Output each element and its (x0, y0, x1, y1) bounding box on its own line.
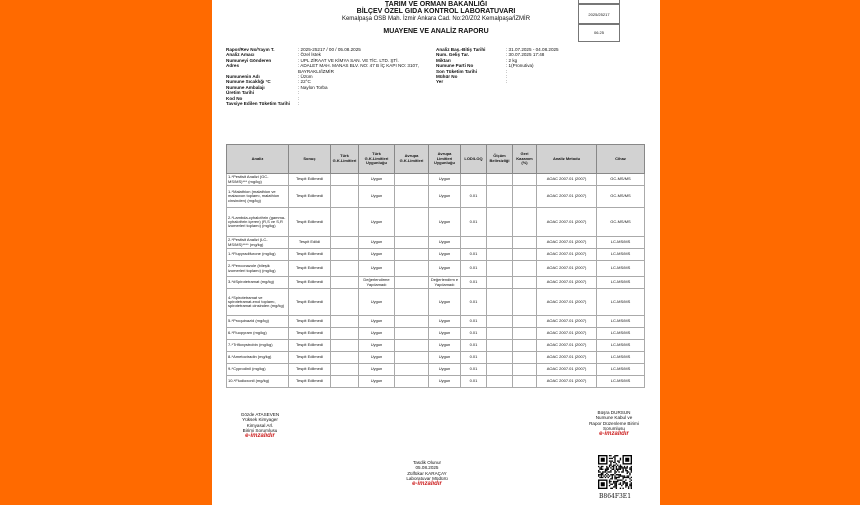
table-row (227, 364, 645, 376)
table-cell (513, 261, 537, 277)
column-header: Sonuç (289, 145, 331, 174)
table-cell: 0.01 (461, 340, 487, 352)
table-cell: Uygun (429, 352, 461, 364)
info-value: : ADALET MAH. MANAS BLV. NO: 47 B İÇ KAPI NO: 3107, BAYRAKLI/İZMİR (298, 63, 419, 74)
info-label: Numuneyi Gönderen (226, 57, 272, 63)
table-cell (395, 237, 429, 249)
table-cell: 1-*Flupyradifurone (mg/kg) (227, 249, 289, 261)
table-row (227, 352, 645, 364)
report-page (212, 0, 660, 505)
table-body (227, 174, 645, 388)
table-cell: Uygun (429, 376, 461, 388)
table-cell: GC-MS/MS (597, 186, 645, 208)
table-cell (513, 208, 537, 237)
e-signature-mark: e-imzalıdır (245, 432, 275, 439)
verification-code: B864F3E1 (598, 493, 632, 500)
table-cell: AOAC 2007.01 (2007) (537, 340, 597, 352)
table-cell: 7-*Trifloxystrobin (mg/kg) (227, 340, 289, 352)
signature-line: Kimyasal Arl. (246, 422, 274, 428)
table-cell: Uygun (359, 249, 395, 261)
table-cell (331, 249, 359, 261)
info-value: : 31.07.2025 - 04.08.2025 (506, 47, 559, 52)
info-label: Son Tüketim Tarihi (436, 68, 478, 74)
table-cell (513, 289, 537, 316)
e-signature-mark: e-imzalıdır (412, 480, 442, 487)
table-cell (331, 364, 359, 376)
table-cell (395, 289, 429, 316)
sample-info-left (226, 47, 436, 106)
table-cell (513, 376, 537, 388)
table-cell: GC-MS/MS (597, 174, 645, 186)
info-value: : UPL ZİRAAT VE KİMYA SAN. VE TİC. LTD. ŞTİ. (298, 57, 399, 63)
table-cell (513, 364, 537, 376)
signature-line: Büşra DURSUN (597, 410, 631, 415)
table-cell: Tespit Edilmedi (289, 174, 331, 186)
table-cell: Uygun (359, 328, 395, 340)
table-cell: Uygun (429, 261, 461, 277)
table-cell: 0.01 (461, 277, 487, 289)
table-cell (331, 352, 359, 364)
table-cell (331, 261, 359, 277)
table-cell: 0.01 (461, 289, 487, 316)
table-cell: 0.01 (461, 316, 487, 328)
table-cell (331, 340, 359, 352)
table-cell: 0.01 (461, 249, 487, 261)
info-label: Adres (226, 63, 240, 69)
table-cell: 2-*Penconazole (bileşik izomerleri toplamı) (mg/kg) (227, 261, 289, 277)
info-row (436, 79, 646, 84)
info-value: : (506, 74, 508, 80)
table-cell: Uygun (359, 237, 395, 249)
info-value: : Naylon Torba (298, 84, 328, 90)
table-cell: Tespit Edilmedi (289, 186, 331, 208)
table-cell (331, 376, 359, 388)
signature-line: Sorumlusu (603, 426, 625, 432)
table-cell (487, 277, 513, 289)
table-cell: Tespit Edildi (289, 237, 331, 249)
table-cell (513, 328, 537, 340)
table-cell (395, 249, 429, 261)
table-cell (513, 277, 537, 289)
column-header: LOD/LOQ (461, 145, 487, 174)
table-cell: Uygun (429, 174, 461, 186)
table-cell: Uygun (429, 328, 461, 340)
report-title: MUAYENE VE ANALİZ RAPORU (383, 28, 489, 35)
table-cell: 4-*Spirotetramat ve spirotetramat-enol toplamı, spirotetramat cinsinden (mg/kg) (227, 289, 289, 316)
info-value: : (298, 95, 300, 101)
table-cell: 10-*Fludioxonil (mg/kg) (227, 376, 289, 388)
table-cell: 3-*#Spirotetramat (mg/kg) (227, 277, 289, 289)
table-cell: GC-MS/MS (597, 208, 645, 237)
table-cell (487, 186, 513, 208)
table-cell: LC-MS/MS (597, 364, 645, 376)
signature-line: Numune Kabul ve (595, 415, 633, 421)
info-label: Üretim Tarihi (226, 90, 254, 96)
table-cell (513, 249, 537, 261)
table-cell: AOAC 2007.01 (2007) (537, 261, 597, 277)
signature-line: Gözde ATASEVEN (240, 412, 280, 417)
report-box-date: 06.25 (578, 23, 620, 42)
table-row (227, 340, 645, 352)
info-row (226, 63, 436, 74)
signature-line: Tasdik Olunur (412, 460, 442, 465)
table-cell: LC-MS/MS (597, 376, 645, 388)
signature-center (384, 460, 470, 487)
table-cell: 1-*Malathion (malathion ve malaoxon toplamı, malathion cinsinden) (mg/kg) (227, 186, 289, 208)
table-row (227, 277, 645, 289)
info-value: : (298, 90, 300, 96)
info-value: : 1(Pronutiva) (506, 63, 534, 69)
table-cell: Uygun (429, 208, 461, 237)
results-table (226, 144, 645, 388)
table-cell (331, 328, 359, 340)
table-cell: LC-MS/MS (597, 352, 645, 364)
table-cell (487, 340, 513, 352)
table-cell (331, 277, 359, 289)
report-box-number: 2025/25217 (578, 4, 620, 25)
table-cell: LC-MS/MS (597, 249, 645, 261)
table-row (227, 328, 645, 340)
table-cell (487, 208, 513, 237)
column-header: Türk G.K.Limitleri Uygunluğu (359, 145, 395, 174)
table-cell: Tespit Edilmedi (289, 376, 331, 388)
table-cell (395, 352, 429, 364)
table-row (227, 261, 645, 277)
column-header: Analiz Metodu (537, 145, 597, 174)
table-row (227, 316, 645, 328)
table-cell (513, 186, 537, 208)
table-cell: Tespit Edilmedi (289, 316, 331, 328)
table-cell (395, 340, 429, 352)
column-header: Avrupa Limitleri Uygunluğu (429, 145, 461, 174)
table-cell (487, 328, 513, 340)
info-value: : 2025-25217 / 00 / 05.08.2025 (298, 47, 361, 52)
table-cell (331, 186, 359, 208)
table-cell: AOAC 2007.01 (2007) (537, 316, 597, 328)
signature-left (224, 412, 296, 439)
table-cell: AOAC 2007.01 (2007) (537, 289, 597, 316)
lab-address: Kemalpaşa OSB Mah. İzmir Ankara Cad. No:20/Z02 Kemalpaşa/İZMİR (341, 16, 531, 22)
signature-line: Zülfükar KARAÇAY (407, 470, 447, 476)
info-label: Numune Parti No (436, 63, 474, 69)
table-cell (487, 249, 513, 261)
e-signature-mark: e-imzalıdır (599, 430, 629, 437)
info-value: : (506, 68, 508, 74)
table-cell: Uygun (359, 352, 395, 364)
table-cell (395, 261, 429, 277)
table-cell (487, 316, 513, 328)
table-cell (461, 174, 487, 186)
table-cell (395, 277, 429, 289)
table-cell: 0.01 (461, 186, 487, 208)
table-cell (331, 237, 359, 249)
table-cell: Tespit Edilmedi (289, 340, 331, 352)
signature-line: Laboratuvar Müdürü (406, 476, 448, 482)
table-cell: Uygun (429, 237, 461, 249)
column-header: Türk G.K.Limitleri (331, 145, 359, 174)
table-cell: LC-MS/MS (597, 289, 645, 316)
table-cell: AOAC 2007.01 (2007) (537, 208, 597, 237)
table-cell: Uygun (359, 186, 395, 208)
table-cell: Uygun (359, 208, 395, 237)
table-cell (487, 289, 513, 316)
table-cell: 2-*Lambda-cyhalothrin (gamma-cyhalothrin içeren) (R,S ve S,R izomerleri toplamı) (mg/kg) (227, 208, 289, 237)
table-cell: LC-MS/MS (597, 340, 645, 352)
column-header: Geri Kazanım (%) (513, 145, 537, 174)
table-cell (513, 237, 537, 249)
info-value: : 2 kg (506, 57, 518, 63)
table-cell: LC-MS/MS (597, 328, 645, 340)
table-row (227, 174, 645, 186)
info-label: Tavsiye Edilen Tüketim Tarihi (226, 101, 290, 107)
info-label: Analiz Baş.-Bitiş Tarihi (436, 47, 486, 52)
table-cell: 0.01 (461, 261, 487, 277)
table-cell: AOAC 2007.01 (2007) (537, 237, 597, 249)
signature-line: 05.08.2025 (415, 465, 439, 471)
table-cell: 1-*Pestisit Analizi (GC-MS/MS)*** (mg/kg) (227, 174, 289, 186)
table-cell (395, 186, 429, 208)
table-cell: Tespit Edilmedi (289, 289, 331, 316)
info-label: Rapor/Rev No/Yayın T. (226, 47, 275, 52)
table-cell: 0.01 (461, 364, 487, 376)
table-cell: 0.01 (461, 208, 487, 237)
table-cell: AOAC 2007.01 (2007) (537, 277, 597, 289)
table-cell (331, 208, 359, 237)
info-value: : (506, 79, 508, 85)
table-cell: 8-*Ametoctradin (mg/kg) (227, 352, 289, 364)
table-cell (395, 174, 429, 186)
table-cell: Uygun (359, 364, 395, 376)
table-cell: AOAC 2007.01 (2007) (537, 174, 597, 186)
table-cell: AOAC 2007.01 (2007) (537, 364, 597, 376)
table-cell (395, 364, 429, 376)
signature-line: Rapor Düzenleme Birimi (589, 420, 639, 426)
table-cell: 0.01 (461, 376, 487, 388)
table-cell: 0.01 (461, 352, 487, 364)
info-label: Numunenin Adı (226, 74, 260, 80)
table-cell (331, 289, 359, 316)
table-cell (395, 328, 429, 340)
info-label: Numune Ambalajı (226, 84, 265, 90)
table-cell: Tespit Edilmedi (289, 364, 331, 376)
table-cell (513, 316, 537, 328)
table-row (227, 237, 645, 249)
table-cell (395, 208, 429, 237)
table-cell: LC-MS/MS (597, 261, 645, 277)
table-cell (487, 261, 513, 277)
info-value: : 30.07.2025 17:48 (506, 52, 545, 58)
info-label: Numune Sıcaklığı °C (226, 79, 271, 85)
table-row (227, 208, 645, 237)
signature-line: Yüksek Kimyager (242, 417, 278, 423)
table-cell: Değerlendirm e Yapılamadı (429, 277, 461, 289)
table-row (227, 376, 645, 388)
table-cell: Tespit Edilmedi (289, 249, 331, 261)
info-label: Yer (436, 79, 444, 85)
info-value: : 22°C (298, 79, 311, 85)
table-cell: LC-MS/MS (597, 277, 645, 289)
column-header: Avrupa G.K.Limitleri (395, 145, 429, 174)
table-cell: Uygun (359, 376, 395, 388)
table-cell: 0.01 (461, 328, 487, 340)
info-row (226, 101, 436, 106)
info-value: : Üzüm (298, 74, 313, 80)
table-cell: AOAC 2007.01 (2007) (537, 186, 597, 208)
table-cell: 9-*Cyprodinil (mg/kg) (227, 364, 289, 376)
table-cell: Uygun (359, 289, 395, 316)
table-cell: Değerlendirme Yapılamadı (359, 277, 395, 289)
table-cell: Uygun (359, 174, 395, 186)
column-header: Ölçüm Belirsizliği (487, 145, 513, 174)
table-cell: 6-*Fluopyram (mg/kg) (227, 328, 289, 340)
table-cell: AOAC 2007.01 (2007) (537, 249, 597, 261)
info-value: : Özel İstek (298, 52, 321, 58)
ministry-name: TARIM VE ORMAN BAKANLIĞI (384, 1, 488, 8)
table-cell: LC-MS/MS (597, 316, 645, 328)
signature-line: Birimi Sorumlusu (242, 428, 278, 434)
table-cell (487, 364, 513, 376)
table-cell (331, 174, 359, 186)
lab-name: BİLÇEV ÖZEL GIDA KONTROL LABORATUVARI (356, 8, 516, 15)
table-cell (487, 174, 513, 186)
table-cell: AOAC 2007.01 (2007) (537, 376, 597, 388)
table-cell: Uygun (429, 364, 461, 376)
table-cell: Uygun (429, 186, 461, 208)
table-cell (487, 352, 513, 364)
sample-info-right (436, 47, 646, 85)
info-label: Mühür No (436, 74, 458, 80)
table-cell: 5-*Proquinazid (mg/kg) (227, 316, 289, 328)
qr-code-icon (598, 455, 632, 489)
info-label: Num. Geliş Tar. (436, 52, 470, 58)
table-cell (513, 340, 537, 352)
table-cell: Tespit Edilmedi (289, 328, 331, 340)
table-cell: Uygun (429, 340, 461, 352)
table-cell (513, 352, 537, 364)
info-value: : (298, 101, 300, 107)
table-cell (487, 376, 513, 388)
table-cell: Tespit Edilmedi (289, 261, 331, 277)
table-cell: AOAC 2007.01 (2007) (537, 328, 597, 340)
table-cell: Tespit Edilmedi (289, 277, 331, 289)
table-cell (461, 237, 487, 249)
table-cell: AOAC 2007.01 (2007) (537, 352, 597, 364)
column-header: Cihaz (597, 145, 645, 174)
info-label: Miktarı (436, 57, 451, 63)
table-cell (513, 174, 537, 186)
info-label: Kod No (226, 95, 243, 101)
table-cell: 2-*Pestisit Analizi (LC-MS/MS)**** (mg/kg) (227, 237, 289, 249)
column-header: Analiz (227, 145, 289, 174)
table-cell: Uygun (429, 316, 461, 328)
table-cell (331, 316, 359, 328)
table-cell (395, 376, 429, 388)
table-cell (487, 237, 513, 249)
signature-right (576, 410, 652, 437)
table-cell: Tespit Edilmedi (289, 208, 331, 237)
info-label: Analiz Amacı (226, 52, 255, 58)
table-cell: LC-MS/MS (597, 237, 645, 249)
table-cell: Uygun (359, 316, 395, 328)
table-cell: Uygun (429, 249, 461, 261)
table-cell: Uygun (429, 289, 461, 316)
table-cell: Uygun (359, 261, 395, 277)
table-cell: Tespit Edilmedi (289, 352, 331, 364)
table-row (227, 249, 645, 261)
table-row (227, 186, 645, 208)
table-cell: Uygun (359, 340, 395, 352)
table-header-row (227, 145, 645, 174)
table-cell (395, 316, 429, 328)
table-row (227, 289, 645, 316)
